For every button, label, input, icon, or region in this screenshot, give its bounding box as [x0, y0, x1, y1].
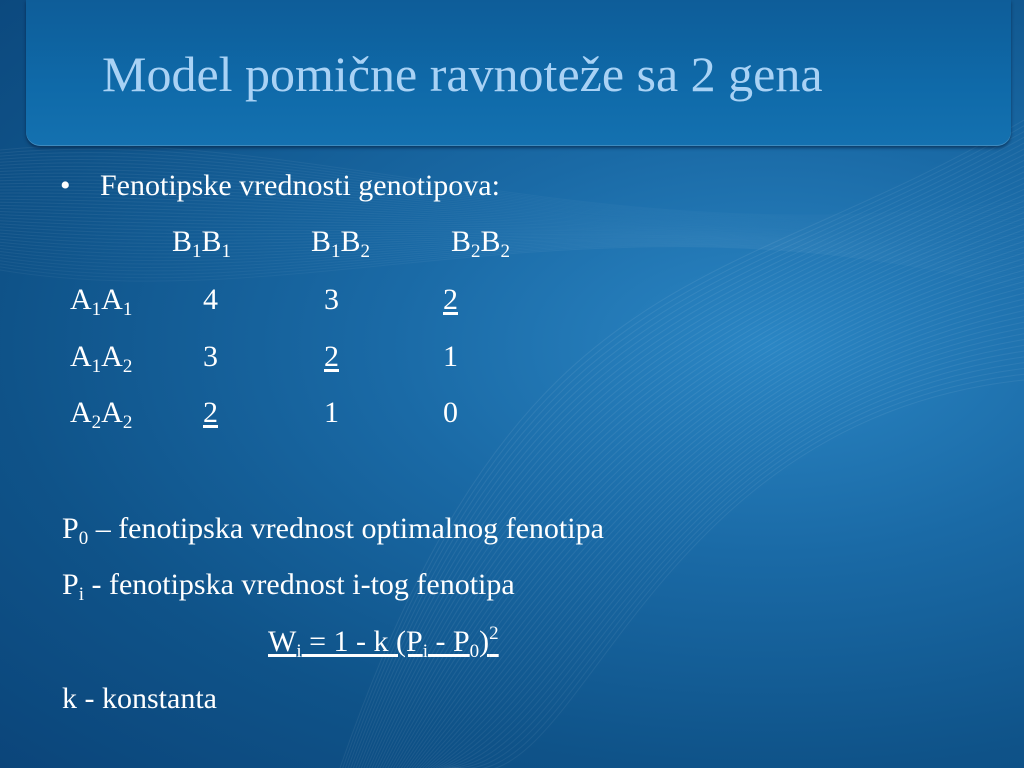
row-header-a1a1: $A_1A_1$: [70, 283, 133, 320]
wave-line: [364, 172, 1024, 768]
wave-line: [343, 126, 1024, 768]
wave-line: [393, 236, 1024, 768]
column-header-b2b2: $B_2B_2$: [451, 225, 511, 262]
wave-line: [447, 351, 1024, 768]
cell-a2a2-b1b1: 2: [203, 396, 218, 429]
wave-line: [388, 224, 1024, 768]
wave-line: [0, 218, 1024, 251]
wave-line: [455, 368, 1024, 768]
wave-line: [0, 238, 1024, 269]
wave-line: [0, 205, 1024, 241]
wave-line: [0, 199, 1024, 237]
cell-a1a1-b1b1: 4: [203, 283, 218, 316]
bullet-marker: •: [60, 169, 71, 202]
wave-line: [396, 241, 1024, 768]
wave-line: [439, 334, 1024, 768]
wave-line: [444, 345, 1024, 768]
fitness-formula: $W_i = 1 - k$ $(P_i - P_0)^2$: [268, 623, 499, 662]
wave-line: [391, 230, 1024, 768]
wave-line: [460, 380, 1024, 768]
wave-line: [0, 215, 1024, 249]
definition-k: k - konstanta: [62, 682, 217, 715]
definition-p0: $P_0$ – fenotipska vrednost optimalnog fenotipa: [62, 512, 604, 549]
row-header-a2a2: $A_2A_2$: [70, 396, 133, 433]
wave-line: [441, 340, 1024, 768]
cell-a1a1-b2b2: 2: [443, 283, 458, 316]
wave-line: [369, 184, 1024, 768]
definition-pi: $P_i$ - fenotipska vrednost i-tog fenotipa: [62, 568, 515, 605]
cell-a1a2-b1b1: 3: [203, 340, 218, 373]
wave-line: [0, 224, 1024, 256]
wave-line: [0, 246, 1024, 288]
wave-line: [0, 244, 1024, 283]
wave-line: [0, 221, 1024, 253]
wave-line: [0, 237, 1024, 267]
wave-line: [399, 247, 1024, 768]
wave-line: [377, 201, 1024, 768]
wave-line: [375, 195, 1024, 768]
wave-line: [0, 208, 1024, 243]
wave-line: [457, 374, 1024, 768]
wave-line: [380, 207, 1024, 768]
wave-line: [0, 236, 1024, 265]
wave-line: [0, 241, 1024, 276]
cell-a1a2-b2b2: 1: [443, 340, 458, 373]
row-header-a1a2: $A_1A_2$: [70, 340, 133, 377]
cell-a2a2-b2b2: 0: [443, 396, 458, 429]
wave-line: [0, 242, 1024, 279]
column-header-b1b1: $B_1B_1$: [172, 225, 232, 262]
wave-line: [0, 243, 1024, 281]
wave-line: [372, 189, 1024, 768]
column-header-b1b2: $B_1B_2$: [311, 225, 371, 262]
slide-title: Model pomične ravnoteže sa 2 gena: [102, 46, 823, 102]
cell-a1a1-b1b2: 3: [324, 283, 339, 316]
wave-line: [383, 212, 1024, 768]
wave-line: [0, 245, 1024, 286]
wave-line: [0, 230, 1024, 260]
wave-line: [452, 363, 1024, 768]
wave-line: [0, 247, 1024, 290]
wave-line: [0, 202, 1024, 239]
wave-line: [348, 137, 1024, 768]
wave-line: [0, 240, 1024, 274]
wave-line: [367, 178, 1024, 768]
wave-line: [385, 218, 1024, 768]
wave-line: [449, 357, 1024, 768]
wave-line: [345, 132, 1024, 768]
wave-line: [0, 233, 1024, 262]
wave-line: [340, 120, 1024, 768]
bullet-text: Fenotipske vrednosti genotipova:: [100, 169, 500, 202]
wave-line: [0, 227, 1024, 258]
cell-a1a2-b1b2: 2: [324, 340, 339, 373]
wave-line: [0, 212, 1024, 247]
cell-a2a2-b1b2: 1: [324, 396, 339, 429]
wave-line: [0, 239, 1024, 272]
wave-line: [436, 328, 1024, 768]
